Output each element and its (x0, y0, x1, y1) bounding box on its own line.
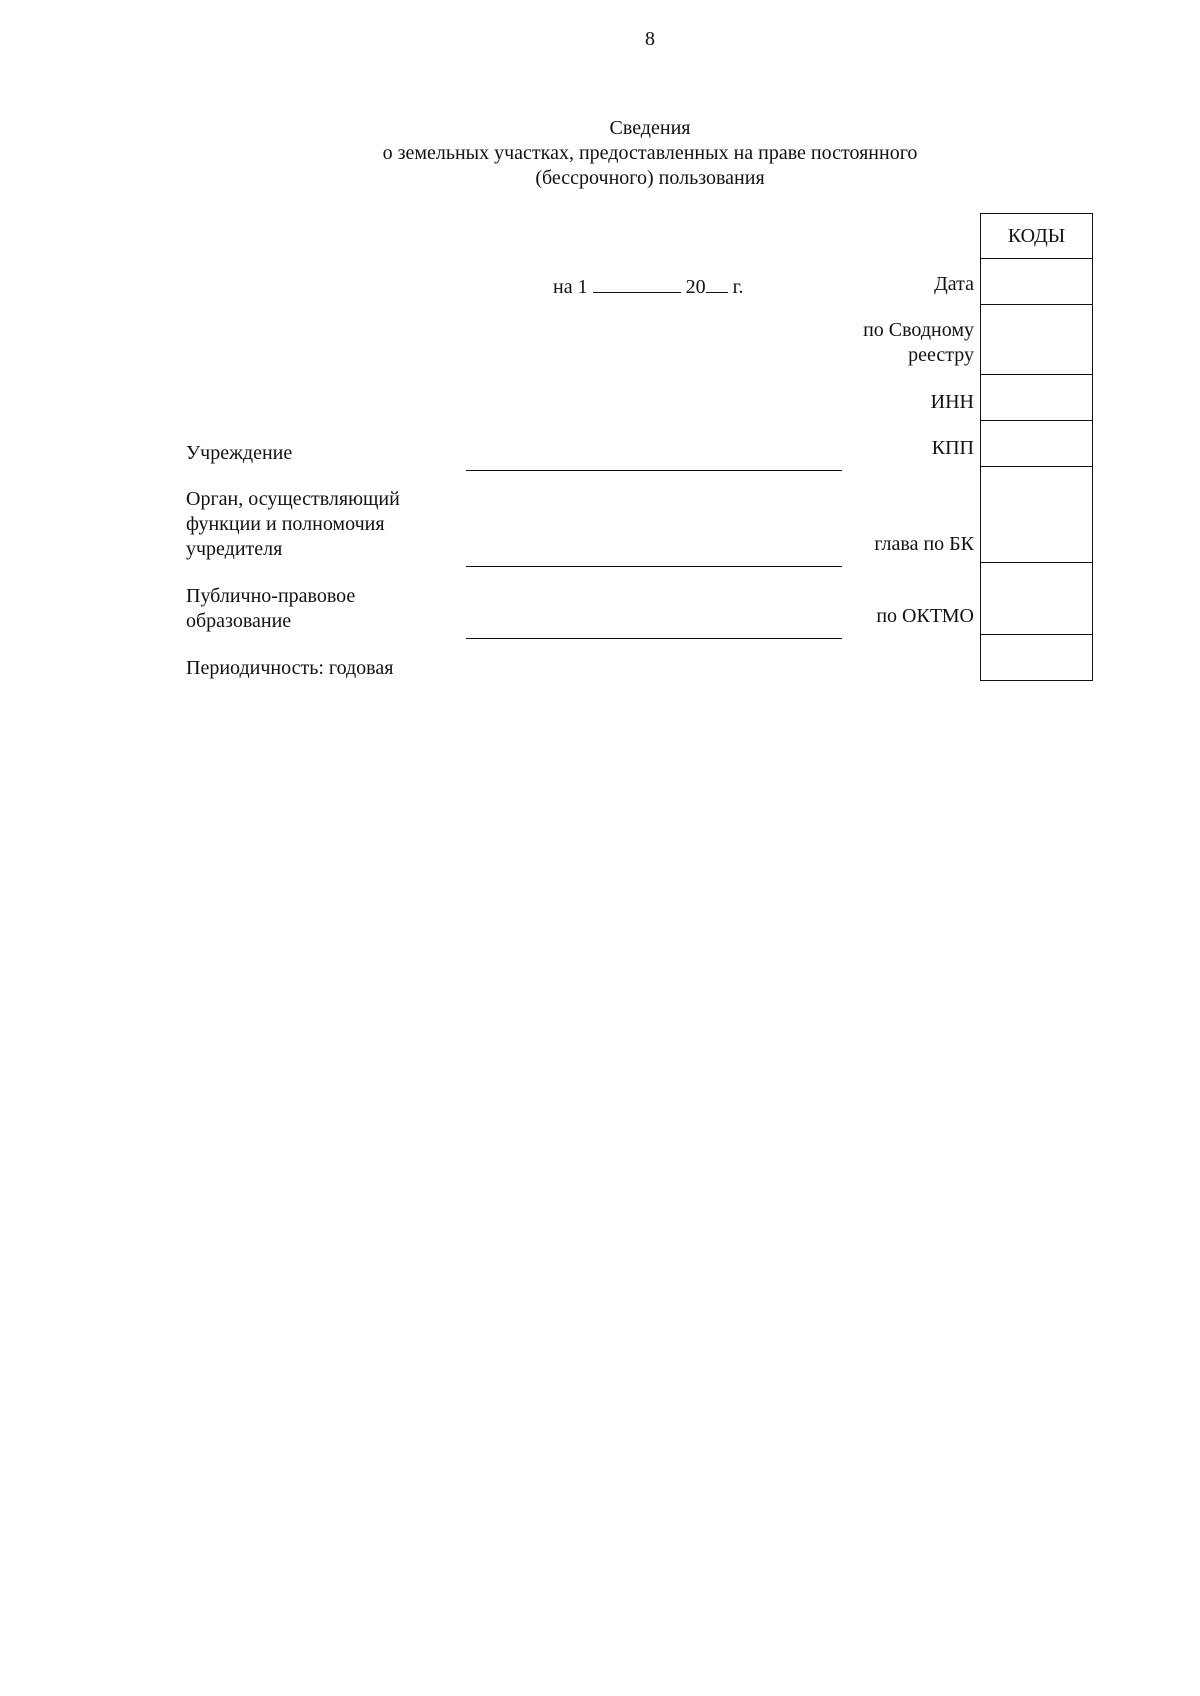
founder-line-1: Орган, осуществляющий (186, 488, 400, 510)
code-cell-periodicity[interactable] (981, 635, 1093, 681)
date-year-prefix: 20 (685, 276, 706, 298)
code-label-glava-bk: глава по БК (874, 533, 974, 555)
code-label-svod-line2: реестру (908, 344, 974, 366)
title-line-2: о земельных участках, предоставленных на праве постоянного (382, 142, 918, 164)
page-number: 8 (645, 28, 655, 50)
founder-line-3: учредителя (186, 538, 283, 560)
code-label-inn: ИНН (930, 391, 974, 413)
code-label-svod-registry (863, 318, 974, 368)
code-cell-kpp[interactable] (981, 421, 1093, 467)
field-label-founder (186, 487, 400, 562)
date-suffix: г. (732, 276, 744, 298)
founder-fill-line[interactable] (466, 566, 842, 567)
public-entity-line-1: Публично-правовое (186, 585, 356, 607)
field-label-public-entity (186, 584, 355, 634)
founder-line-2: функции и полномочия (186, 513, 385, 535)
date-year-blank[interactable] (706, 274, 728, 293)
codes-table (980, 213, 1093, 681)
code-cell-glava-bk[interactable] (981, 467, 1093, 563)
report-date-line (553, 274, 744, 299)
code-cell-oktmo[interactable] (981, 563, 1093, 635)
codes-header: КОДЫ (981, 214, 1093, 259)
code-cell-date[interactable] (981, 259, 1093, 305)
institution-fill-line[interactable] (466, 470, 842, 471)
code-cell-svod-registry[interactable] (981, 305, 1093, 375)
code-label-svod-line1: по Сводному (863, 319, 974, 341)
date-day-month-blank[interactable] (593, 274, 681, 293)
field-label-periodicity: Периодичность: годовая (186, 657, 394, 679)
public-entity-line-2: образование (186, 610, 292, 632)
code-cell-inn[interactable] (981, 375, 1093, 421)
code-label-oktmo: по ОКТМО (876, 605, 974, 627)
title-line-1: Сведения (609, 117, 691, 139)
code-label-kpp: КПП (931, 437, 974, 459)
code-label-date: Дата (934, 273, 974, 295)
public-entity-fill-line[interactable] (466, 638, 842, 639)
document-title (0, 116, 1200, 191)
date-prefix: на 1 (553, 276, 588, 298)
title-line-3: (бессрочного) пользования (535, 167, 765, 189)
field-label-institution: Учреждение (186, 442, 293, 464)
